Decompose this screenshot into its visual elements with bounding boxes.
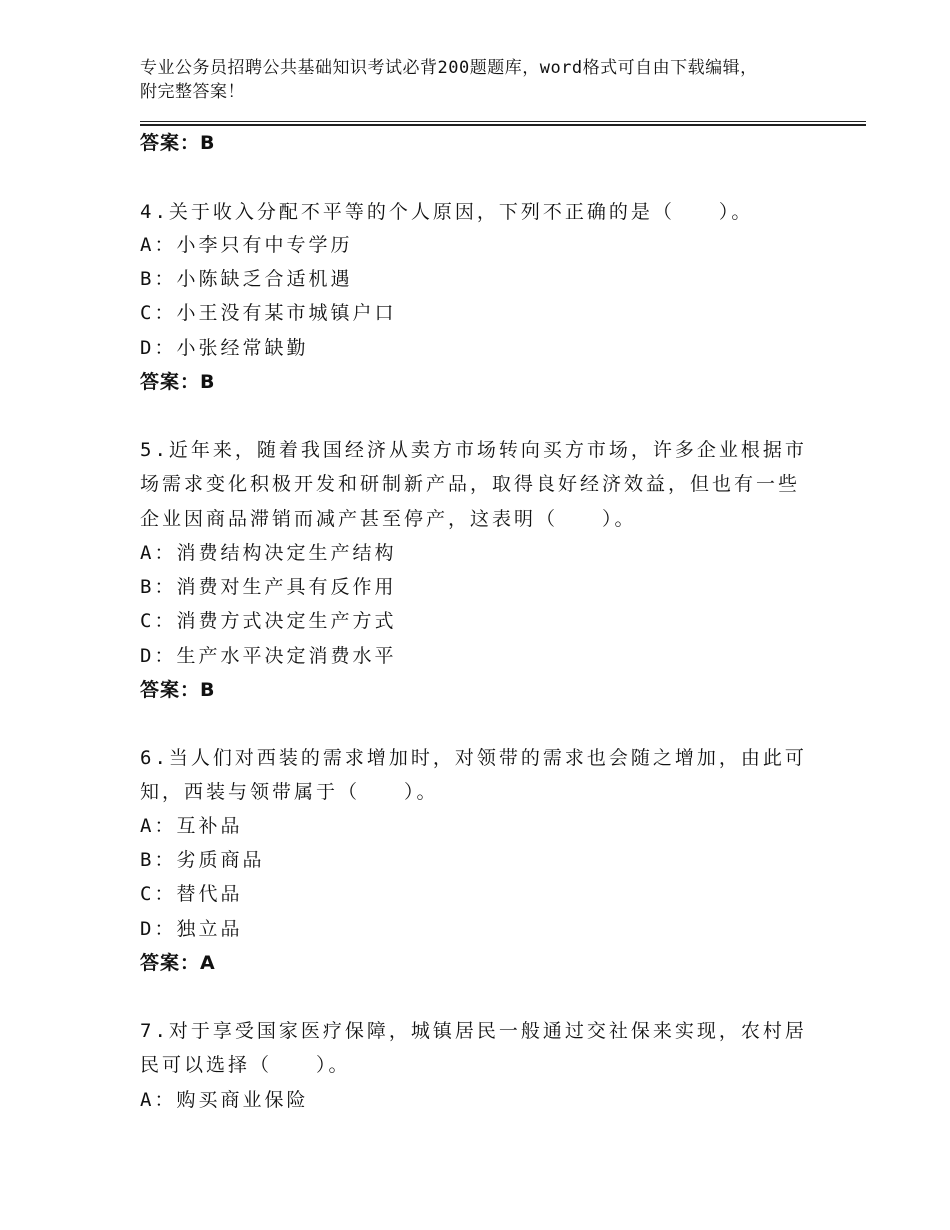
header-rule-thick (140, 124, 866, 126)
question-5-option-c: C：消费方式决定生产方式 (140, 610, 397, 632)
question-4-stem: 4.关于收入分配不平等的个人原因，下列不正确的是（ ）。 (140, 201, 754, 223)
question-4-option-d: D：小张经常缺勤 (140, 337, 309, 359)
question-5-option-b: B：消费对生产具有反作用 (140, 576, 397, 598)
header-rule-thin (140, 121, 866, 122)
answer-q3: 答案：B (140, 132, 216, 154)
answer-q4: 答案：B (140, 371, 216, 393)
question-7-stem-line-2: 民可以选择（ ）。 (140, 1054, 351, 1076)
question-4-option-a: A：小李只有中专学历 (140, 234, 353, 256)
question-7-option-a: A：购买商业保险 (140, 1089, 309, 1111)
page-header (140, 56, 840, 104)
question-4-option-c: C：小王没有某市城镇户口 (140, 302, 397, 324)
question-4-option-b: B：小陈缺乏合适机遇 (140, 268, 353, 290)
header-line-1: 专业公务员招聘公共基础知识考试必背200题题库，word格式可自由下载编辑， (140, 58, 758, 78)
question-6-option-d: D：独立品 (140, 918, 243, 940)
question-6-stem-line-1: 6.当人们对西装的需求增加时，对领带的需求也会随之增加，由此可 (140, 747, 807, 769)
question-6-option-b: B：劣质商品 (140, 849, 265, 871)
question-5-stem-line-2: 场需求变化积极开发和研制新产品，取得良好经济效益，但也有一些 (140, 473, 801, 495)
question-5-option-a: A：消费结构决定生产结构 (140, 542, 397, 564)
question-5-stem-line-3: 企业因商品滞销而减产甚至停产，这表明（ ）。 (140, 508, 637, 530)
question-5-option-d: D：生产水平决定消费水平 (140, 645, 397, 667)
question-6-stem-line-2: 知，西装与领带属于（ ）。 (140, 781, 439, 803)
answer-q6: 答案：A (140, 952, 216, 974)
question-7-stem-line-1: 7.对于享受国家医疗保障，城镇居民一般通过交社保来实现，农村居 (140, 1020, 807, 1042)
question-6-option-c: C：替代品 (140, 883, 243, 905)
question-5-stem-line-1: 5.近年来，随着我国经济从卖方市场转向买方市场，许多企业根据市 (140, 439, 807, 461)
question-6-option-a: A：互补品 (140, 815, 243, 837)
answer-q5: 答案：B (140, 679, 216, 701)
header-line-2: 附完整答案！ (140, 82, 245, 102)
